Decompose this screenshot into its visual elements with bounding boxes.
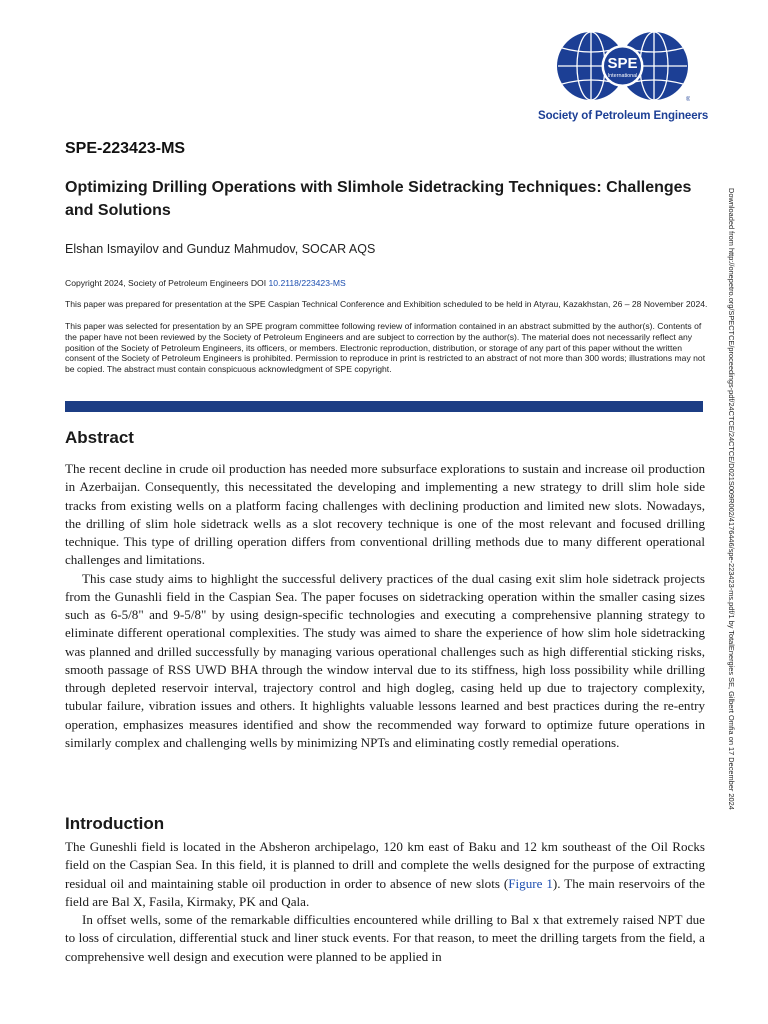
spe-globe-icon xyxy=(556,30,690,102)
abstract-heading: Abstract xyxy=(65,428,134,447)
presentation-note: This paper was prepared for presentation at the SPE Caspian Technical Conference and Exhibition scheduled to be held in Atyrau, Kazakhstan, 26 – 28 November 2024. xyxy=(65,299,708,309)
selection-note: This paper was selected for presentation by an SPE program committee following review of information contained in an abstract submitted by the author(s). Contents of the paper have not been reviewed by the Society of Petroleum Engineers and are subject to correction by the author(s). The material does not necessarily reflect any position of the Society of Petroleum Engineers, its officers, or members. Electronic reproduction, distribution, or storage of any part of this paper without the written consent of the Society of Petroleum Engineers is prohibited. Permission to reproduce in print is restricted to an abstract of not more than 300 words; illustrations may not be copied. The abstract must contain conspicuous acknowledgment of SPE copyright. xyxy=(65,321,706,375)
org-name: Society of Petroleum Engineers xyxy=(538,110,709,122)
intro-text-part-2: ). The main reservoirs of the field are Bal X, Fasila, Kirmaky, PK and Qala. xyxy=(65,875,705,909)
abstract-paragraph-1: The recent decline in crude oil production has needed more subsurface explorations to sustain and increase oil production in Azerbaijan. Consequently, this necessitated the developing and implementing a new strategy to drill slim hole side tracks from existing wells on a platform facing challenges with declining production and limited new slots. Nowadays, the drilling of slim hole sidetrack wells as a slot recovery technique is one of the most relevant and focused drilling technique. This type of drilling operation differs from conventional drilling methods due to many different operational challenges and limitations. xyxy=(65,461,705,568)
spe-logo xyxy=(538,30,708,126)
introduction-paragraph-2: In offset wells, some of the remarkable difficulties encountered while drilling to Bal x that extremely raised NPT due to loss of circulation, differential stuck and liner stuck events. For that reason, to meet the drilling targets from the field, a comprehensive well design and execution were planned to be applied in xyxy=(65,912,705,964)
figure-1-link[interactable]: Figure 1 xyxy=(508,875,553,891)
spe-mark-text: SPE xyxy=(607,55,638,72)
paper-authors: Elshan Ismayilov and Gunduz Mahmudov, SOCAR AQS xyxy=(65,242,376,256)
paper-id: SPE-223423-MS xyxy=(65,140,186,157)
abstract-paragraph-2: This case study aims to highlight the successful delivery practices of the dual casing exit slim hole sidetrack projects from the Gunashli field in the Caspian Sea. The paper focuses on sidetracking operation within the smaller casing sizes such as 6-5/8" and 9-5/8" by using design-specific technologies and executing a comprehensive planning strategy to eliminate different operational complexities. The study was aimed to share the experience of how slim hole sidetracking was planned and drilled successfully by managing various operational challenges such as high differential sticking risks, smooth passage of RSS UWD BHA through the window interval due to its stiffness, high loss possibility while drilling through depleted reservoir interval, trajectory control and high dogleg, casing held up due to trajectory complexity, tubular failure, vibration issues and others. It highlights valuable lessons learned and best practices during the re-entry operation, emphasizes measures identified and show the recommended way forward to optimize future operations in similarly complex and challenging wells by minimizing NPTs and eliminating costly remedial operations. xyxy=(65,570,705,750)
download-note: Downloaded from http://onepetro.org/SPECTCE/proceedings-pdf/24CTCE/24CTCE/D021S009R002/4176446/spe-223423-ms.pdf/1 by TotalEnergies SE, Gilbert Omfia on 17 December 2024 xyxy=(727,188,736,810)
paper-title: Optimizing Drilling Operations with Slimhole Sidetracking Techniques: Challenges and Solutions xyxy=(65,179,692,219)
introduction-paragraph-1 xyxy=(65,838,705,911)
doi-link[interactable]: 10.2118/223423-MS xyxy=(268,278,346,288)
intro-text-part-1: The Guneshli field is located in the Absheron archipelago, 120 km east of Baku and 12 km southeast of the Oil Rocks field on the Caspian Sea. In this field, it is planned to drill and complete the wells designed for the purpose of extracting residual oil and maintaining stable oil production in order to absence of new slots ( xyxy=(65,839,705,891)
abstract-body xyxy=(65,460,705,752)
introduction-body xyxy=(65,838,705,966)
copyright-line xyxy=(65,278,710,289)
introduction-heading: Introduction xyxy=(65,814,165,833)
copyright-text: Copyright 2024, Society of Petroleum Engineers DOI xyxy=(65,278,269,288)
spe-mark-subtext: International xyxy=(607,73,638,79)
header-divider xyxy=(65,401,703,412)
registered-mark-icon: ® xyxy=(686,97,690,102)
